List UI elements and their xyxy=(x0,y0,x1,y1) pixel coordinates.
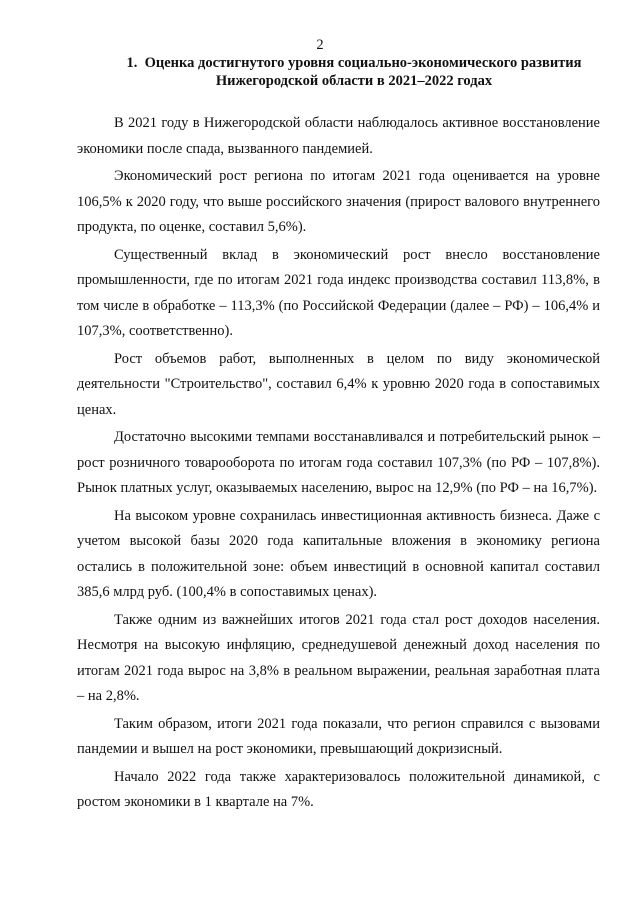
paragraph-economic-recovery: В 2021 году в Нижегородской области наблюдалось активное восстановление экономики после спада, вызванного пандемией. xyxy=(77,115,600,157)
paragraph-construction: Рост объемов работ, выполненных в целом по виду экономической деятельности "Строительство", составил 6,4% к уровню 2020 года в сопоставимых ценах. xyxy=(77,350,600,418)
paragraph-consumer-market: Достаточно высокими темпами восстанавливался и потребительский рынок – рост розничного товарооборота по итогам года составил 107,3% (по РФ – 107,8%). Рынок платных услуг, оказываемых населению, вырос на 12,9% (по РФ – на 16,7%). xyxy=(77,429,600,496)
section-title-part-1: Оценка достигнутого уровня социально-экономического развития xyxy=(144,55,582,71)
paragraph-economic-growth: Экономический рост региона по итогам 2021 года оценивается на уровне 106,5% к 2020 году, что выше российского значения (прирост валового внутреннего продукта, по оценке, составил 5,6%). xyxy=(77,168,600,235)
section-number: 1. xyxy=(126,55,138,71)
paragraph-industry: Существенный вклад в экономический рост внесло восстановление промышленности, где по итогам 2021 года индекс производства составил 113,8%, в том числе в обработке – 113,3% (по Российской Федерации (далее – РФ) – 106,4% и 107,3%, соответственно). xyxy=(77,246,600,339)
section-heading xyxy=(94,54,614,90)
paragraph-income: Также одним из важнейших итогов 2021 года стал рост доходов населения. Несмотря на высокую инфляцию, среднедушевой денежный доход населения по итогам 2021 года вырос на 3,8% в реальном выражении, реальная заработная плата – на 2,8%. xyxy=(77,611,600,704)
paragraph-investment: На высоком уровне сохранилась инвестиционная активность бизнеса. Даже с учетом высокой базы 2020 года капитальные вложения в экономику региона остались в положительной зоне: объем инвестиций в основной капитал составил 385,6 млрд руб. (100,4% в сопоставимых ценах). xyxy=(77,507,600,600)
document-body xyxy=(77,111,600,818)
page-number: 2 xyxy=(316,37,324,53)
section-heading-line-1 xyxy=(94,54,614,72)
paragraph-2022-start: Начало 2022 года также характеризовалось положительной динамикой, с ростом экономики в 1 квартале на 7%. xyxy=(77,768,600,810)
section-title-part-2: Нижегородской области в 2021–2022 годах xyxy=(215,73,493,89)
paragraph-summary: Таким образом, итоги 2021 года показали, что регион справился с вызовами пандемии и вышел на рост экономики, превышающий докризисный. xyxy=(77,715,600,757)
